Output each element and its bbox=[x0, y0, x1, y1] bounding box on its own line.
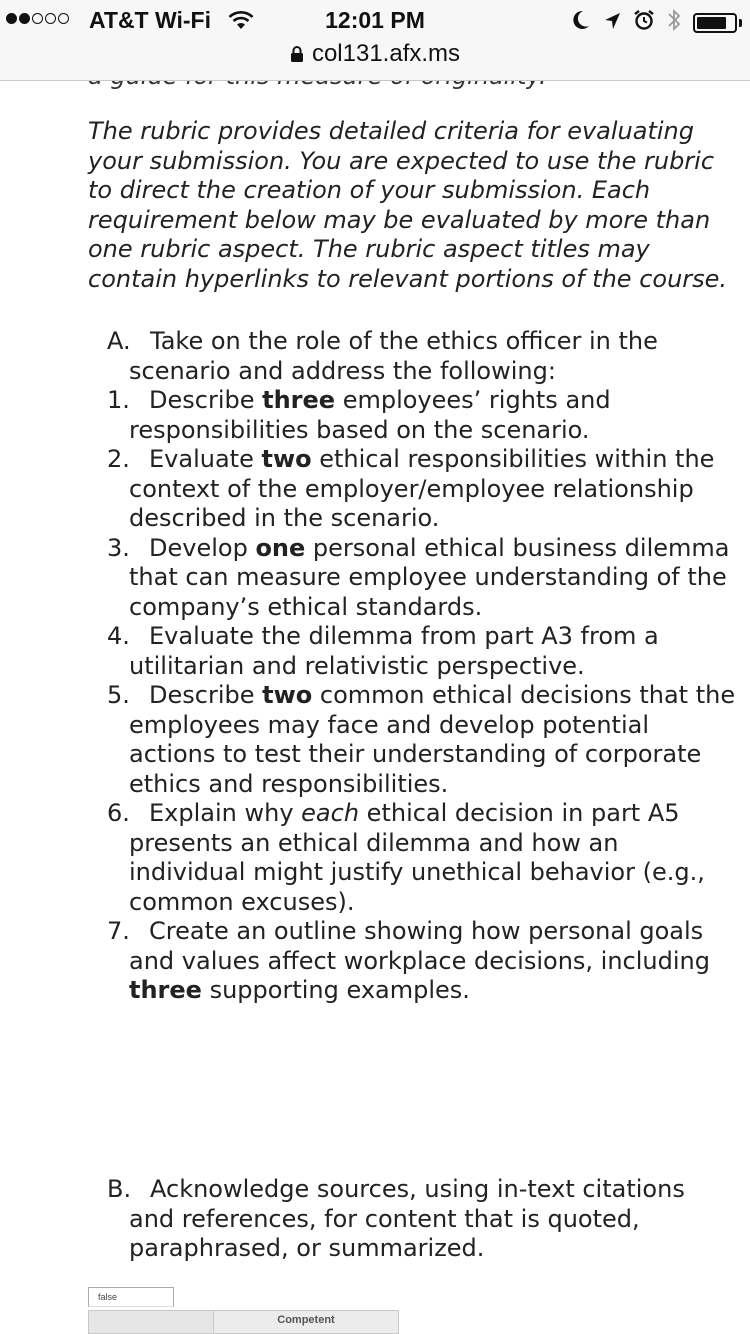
list-item: 3. Develop one personal ethical business dilemma that can measure employee understanding of the company’s ethical standards. bbox=[107, 533, 730, 621]
url-bar[interactable] bbox=[0, 40, 750, 76]
section-a-subitems bbox=[107, 386, 737, 1006]
section-a bbox=[107, 327, 737, 1006]
section-b-heading bbox=[107, 1175, 737, 1264]
list-item: 2. Evaluate two ethical responsibilities within the context of the employer/employee relationship described in the scenario. bbox=[107, 445, 715, 532]
rubric-intro: The rubric provides detailed criteria for evaluating your submission. You are expected to use the rubric to direct the creation of your submission. Each requirement below may be evaluated by more than one rubric aspect. The rubric aspect titles may contain hyperlinks to relevant portions of the course. bbox=[88, 117, 728, 293]
section-b-text: Acknowledge sources, using in-text citations and references, for content that is quoted, paraphrased, or summarized. bbox=[129, 1175, 685, 1262]
location-arrow-icon bbox=[603, 10, 621, 37]
carrier-label: AT&T Wi-Fi bbox=[89, 7, 211, 33]
rubric-table-header bbox=[88, 1310, 399, 1334]
list-item: 7. Create an outline showing how personal goals and values affect workplace decisions, including three supporting examples. bbox=[107, 917, 710, 1004]
section-a-text: Take on the role of the ethics officer in the scenario and address the following: bbox=[129, 327, 658, 385]
lock-icon bbox=[290, 42, 304, 70]
browser-top-bar bbox=[0, 0, 750, 81]
rubric-header-blank-cell bbox=[89, 1311, 214, 1333]
list-item: 1. Describe three employees’ rights and responsibilities based on the scenario. bbox=[107, 386, 611, 444]
moon-icon bbox=[571, 9, 591, 37]
battery-tip bbox=[739, 19, 742, 27]
bluetooth-icon bbox=[667, 8, 681, 38]
list-item: 4. Evaluate the dilemma from part A3 from a utilitarian and relativistic perspective. bbox=[107, 622, 659, 680]
url-domain: col131.afx.ms bbox=[311, 40, 461, 67]
list-item: 6. Explain why each ethical decision in part A5 presents an ethical dilemma and how an individual might justify unethical behavior (e.g., common excuses). bbox=[107, 799, 705, 916]
section-b bbox=[107, 1175, 737, 1264]
status-bar bbox=[0, 0, 750, 40]
clock: 12:01 PM bbox=[325, 7, 425, 33]
section-a-heading bbox=[107, 327, 737, 386]
list-item: 5. Describe two common ethical decisions that the employees may face and develop potential actions to test their understanding of corporate ethics and responsibilities. bbox=[107, 681, 736, 798]
section-a-label: A. bbox=[107, 327, 131, 355]
alarm-icon bbox=[633, 9, 655, 37]
section-b-label: B. bbox=[107, 1175, 132, 1203]
battery-icon bbox=[693, 13, 737, 33]
false-value-field[interactable]: false bbox=[88, 1287, 174, 1307]
rubric-header-competent: Competent bbox=[214, 1311, 398, 1333]
